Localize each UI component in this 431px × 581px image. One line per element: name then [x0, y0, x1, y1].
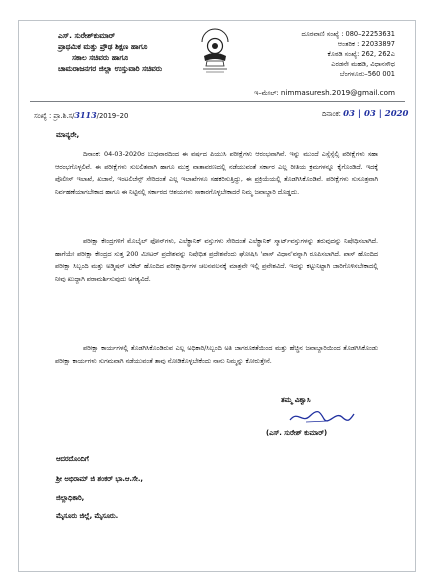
recipient-title: ಜಿಲ್ಲಾಧಿಕಾರಿ,	[56, 494, 85, 502]
reference-number	[34, 110, 128, 121]
office-city: ಬೆಂಗಳೂರು–560 001	[339, 70, 395, 78]
minister-name: ಎಸ್. ಸುರೇಶ್‌ಕುಮಾರ್	[58, 31, 116, 40]
closing-phrase: ತಮ್ಮ ವಿಶ್ವಾಸಿ	[281, 396, 311, 404]
minister-title-line4: ಚಾಮರಾಜನಗರ ಜಿಲ್ಲಾ ಉಸ್ತುವಾರಿ ಸಚಿವರು	[58, 64, 163, 73]
room-number: ಕೊಠಡಿ ಸಂಖ್ಯೆ: 262, 262ಎ	[327, 50, 395, 58]
office-floor: ಎರಡನೇ ಮಹಡಿ, ವಿಧಾನಸೌಧ	[331, 60, 395, 68]
recipient-greeting: ಆದರದೊಂದಿಗೆ	[56, 455, 89, 463]
internal-number: ಆಂತರಿಕ : 22033897	[337, 40, 395, 48]
phone-number: ದೂರವಾಣಿ ಸಂಖ್ಯೆ : 080–22253631	[301, 30, 395, 38]
reference-handwritten-number: 3113	[74, 110, 97, 120]
minister-title-line3: ಸಕಾಲ ಸಚಿವರು ಹಾಗೂ	[72, 53, 129, 62]
body-paragraph-3: ಪರೀಕ್ಷಾ ಕಾರ್ಯಗಳಲ್ಲಿ ತೊಡಗಿಸಿಕೊಂಡಿರುವ ಎಲ್ಲ ಅಧಿಕಾರಿ/ಸಿಬ್ಬಂದಿ ಅತಿ ಜಾಗರೂಕತೆಯಿಂದ ಮತ್ತು ಹೆಚ್ಚಿನ ಜವಾಬ್ದಾರಿಯಿಂದ ತೊಡಗಿಸಿಕೊಂಡು ಪರೀಕ್ಷಾ ಕಾರ್ಯಗಳು ಸುಗಮವಾಗಿ ನಡೆಯುವಂತೆ ತಾವು ನೋಡಿಕೊಳ್ಳಬೇಕೆಂದು ನಾನು ನಿಮ್ಮನ್ನು ಕೋರುತ್ತೇನೆ.	[55, 344, 378, 365]
recipient-place: ಮೈಸೂರು ಜಿಲ್ಲೆ, ಮೈಸೂರು.	[56, 512, 119, 520]
signature-icon	[288, 408, 356, 426]
reference-label: ಸಂಖ್ಯೆ : ಪ್ರಾ.ಶಿ.ಸ/	[34, 112, 75, 120]
email-line	[254, 88, 395, 99]
email-address[interactable]: nimmasuresh.2019@gmail.com	[280, 88, 395, 97]
recipient-name: ಶ್ರೀ ಅಭಿರಾಮ್ ಜಿ ಶಂಕರ್ ಭಾ.ಆ.ಸೇ.,	[56, 475, 144, 483]
salutation: ಮಾನ್ಯರೇ,	[56, 130, 80, 139]
letter-date	[322, 109, 408, 119]
header-divider	[30, 101, 405, 102]
reference-year: /2019–20	[96, 112, 129, 120]
minister-title-line2: ಪ್ರಾಥಮಿಕ ಮತ್ತು ಪ್ರೌಢ ಶಿಕ್ಷಣ ಹಾಗೂ	[58, 42, 148, 51]
body-paragraph-2: ಪರೀಕ್ಷಾ ಕೇಂದ್ರಗಳಿಗೆ ಮೊಬೈಲ್ ಫೋನ್‌ಗಳು, ಎಲೆಕ್ಟ್ರಾನಿಕ್ ವಸ್ತುಗಳು ಸೇರಿದಂತೆ ಎಲೆಕ್ಟ್ರಾನಿಕ್ ಸ್ಮಾರ್ಟ್‌ವಸ್ತುಗಳನ್ನು ತರುವುದನ್ನು ನಿಷೇಧಿಸಲಾಗಿದೆ. ಹಾಗೆಯೇ ಪರೀಕ್ಷಾ ಕೇಂದ್ರದ ಸುತ್ತ 200 ಮೀಟರ್ ಪ್ರದೇಶವನ್ನು ನಿಷೇಧಿತ ಪ್ರದೇಶವೆಂದು ಘೋಷಿಸಿ 'ಪಾಸ್ ವಿಧಾನ'ವನ್ನಾಗಿ ರೂಪಿಸಲಾಗಿದೆ. ಪಾಸ್ ಹೊಂದಿದ ಪರೀಕ್ಷಾ ಸಿಬ್ಬಂದಿ ಮತ್ತು ಅಡ್ಮಿಷನ್ ಟಿಕೆಟ್ ಹೊಂದಿದ ಪರೀಕ್ಷಾರ್ಥಿಗಳ ಚಲನವಲನಕ್ಕೆ ಮಾತ್ರವೇ ಇಲ್ಲಿ ಪ್ರವೇಶವಿದೆ. ಇದನ್ನು ಕಟ್ಟುನಿಟ್ಟಾಗಿ ಜಾರಿಗೊಳಿಸಬೇಕಾದಲ್ಲಿ ನೀವು ಖುದ್ದಾಗಿ ಪರಾಮರ್ಶಿಸುವುದು ಅಗತ್ಯವಿದೆ.	[55, 237, 378, 283]
page-border	[18, 20, 416, 572]
date-label: ದಿನಾಂಕ:	[322, 110, 341, 118]
signer-name: (ಎಸ್. ಸುರೇಶ್ ಕುಮಾರ್)	[266, 429, 328, 437]
email-label: ಇ–ಮೇಲ್:	[254, 89, 279, 97]
karnataka-emblem-icon	[198, 28, 232, 76]
body-paragraph-1: ದಿನಾಂಕ: 04-03-2020ರ ಬುಧವಾರದಿಂದ ಈ ವರ್ಷದ ಪಿಯುಸಿ ಪರೀಕ್ಷೆಗಳು ಆರಂಭವಾಗಿವೆ. ಇನ್ನು ಮುಂದೆ ಎಸ್ಸೆಸ್ಸೆಲ್ಸಿ ಪರೀಕ್ಷೆಗಳು ಸಹಾ ಆರಂಭಗೊಳ್ಳಲಿವೆ. ಈ ಪರೀಕ್ಷೆಗಳು ಸುಲಲಿತವಾಗಿ ಹಾಗೂ ಮುಕ್ತ ವಾತಾವರಣದಲ್ಲಿ ನಡೆಯುವಂತೆ ಸರ್ಕಾರ ಎಲ್ಲ ರೀತಿಯ ಕ್ರಮಗಳನ್ನೂ ಕೈಗೊಂಡಿದೆ. ಇದಕ್ಕೆ ಪೊಲೀಸ್ ಇಲಾಖೆ, ಖಜಾನೆ, ಇಂಟಲಿಜೆನ್ಸ್ ಸೇರಿದಂತೆ ಎಲ್ಲ ಇಲಾಖೆಗಳೂ ಸಹಕರಿಸುತ್ತಿದ್ದು, ಈ ಪ್ರಕ್ರಿಯೆಯಲ್ಲಿ ತೊಡಗಿಸಿಕೊಂಡಿವೆ. ಪರೀಕ್ಷೆಗಳು ಸುಸೂತ್ರವಾಗಿ ನಿರ್ವಹಣೆಯಾಗಬೇಕಾದ ಹಾಗೂ ಈ ನಿಟ್ಟಿನಲ್ಲಿ ಸರ್ಕಾರದ ಆಶಯಗಳು ಸಾಕಾರಗೊಳ್ಳಬೇಕಾದರೆ ನಿಮ್ಮ ಜವಾಬ್ದಾರಿ ದೊಡ್ಡದು.	[55, 150, 378, 196]
date-handwritten: 03 | 03 | 2020	[343, 109, 409, 119]
